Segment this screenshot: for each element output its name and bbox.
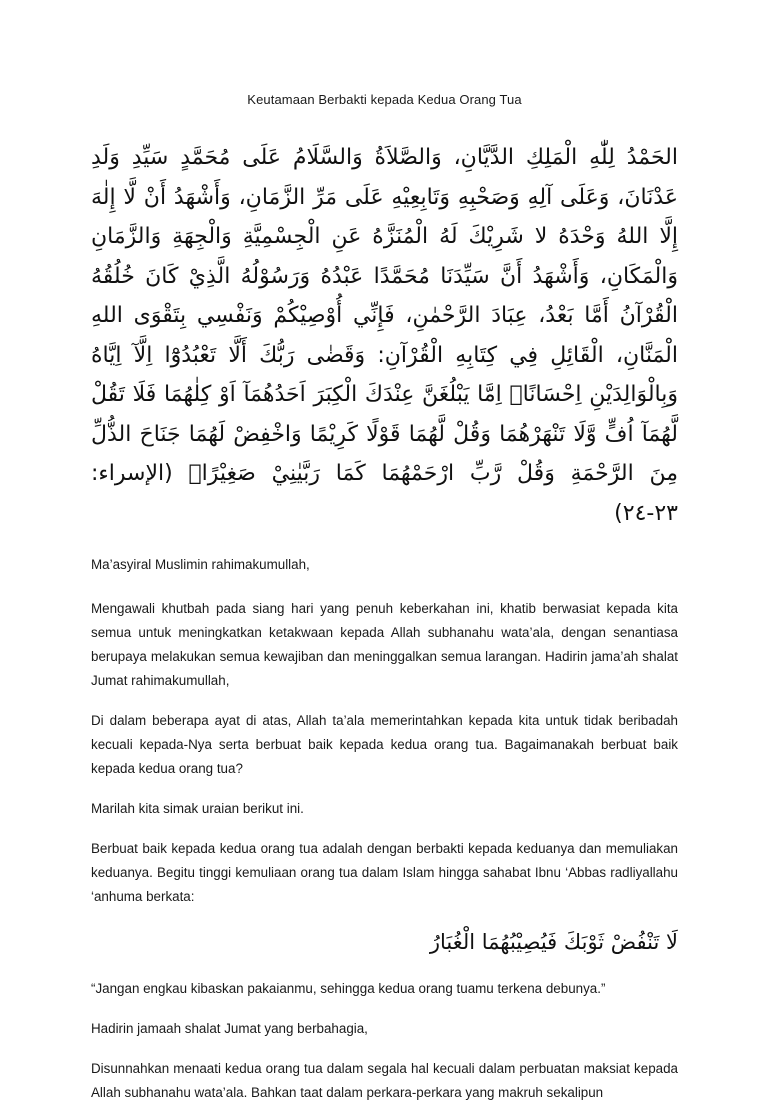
document-title: Keutamaan Berbakti kepada Kedua Orang Tua (247, 92, 522, 107)
quote-translation: “Jangan engkau kibaskan pakaianmu, sehingga kedua orang tuamu terkena debunya.” (91, 981, 606, 996)
greeting-paragraph: Ma’asyiral Muslimin rahimakumullah, (91, 557, 310, 572)
arabic-quote: لَا تَنْفُضْ ثَوْبَكَ فَيُصِيْبُهُمَا الْغُبَارُ (429, 930, 678, 954)
ayat-explanation-paragraph: Di dalam beberapa ayat di atas, Allah ta’ala memerintahkan kepada kita untuk tidak beribadah kecuali kepada-Nya serta berbuat baik kepada kedua orang tua. Bagaimanakah berbuat baik kepada kedua orang tua? (91, 713, 678, 776)
arabic-opening-text: الحَمْدُ لِلّٰهِ الْمَلِكِ الدَّيَّانِ، وَالصَّلاَةُ وَالسَّلَامُ عَلَى مُحَمَّدٍ سَيِّدِ وَلَدِ عَدْنَانَ، وَعَلَى آلِهِ وَصَحْبِهِ وَتَابِعِيْهِ عَلَى مَرِّ الزَّمَانِ، وَأَشْهَدُ أَنْ لَّا إِلٰهَ إِلَّا اللهُ وَحْدَهُ لا شَرِيْكَ لَهُ الْمُنَزَّهُ عَنِ الْجِسْمِيَّةِ وَالْجِهَةِ وَالزَّمَانِ وَالْمَكَانِ، وَأَشْهَدُ أَنَّ سَيِّدَنَا مُحَمَّدًا عَبْدُهُ وَرَسُوْلُهُ الَّذِيْ كَانَ خُلُقُهُ الْقُرْآنُ أَمَّا بَعْدُ، عِبَادَ الرَّحْمٰنِ، فَإِنِّي أُوْصِيْكُمْ وَنَفْسِي بِتَقْوَى اللهِ الْمَنَّانِ، الْقَائِلِ فِي كِتَابِهِ الْقُرْآنِ: وَقَضٰى رَبُّكَ أَلَّا تَعْبُدُوْٓا اِلَّآ اِيَّاهُ وَبِالْوَالِدَيْنِ اِحْسَانًاۗ اِمَّا يَبْلُغَنَّ عِنْدَكَ الْكِبَرَ اَحَدُهُمَآ اَوْ كِلٰهُمَا فَلَا تَقُلْ لَّهُمَآ اُفٍّ وَّلَا تَنْهَرْهُمَا وَقُلْ لَّهُمَا قَوْلًا كَرِيْمًا وَاخْفِضْ لَهُمَا جَنَاحَ الذُّلِّ مِنَ الرَّحْمَةِ وَقُلْ رَّبِّ ارْحَمْهُمَا كَمَا رَبَّيٰنِيْ صَغِيْرًاۗ (الإسراء: ٢٣-٢٤) (91, 145, 678, 526)
opening-paragraph: Mengawali khutbah pada siang hari yang penuh keberkahan ini, khatib berwasiat kepada kita semua untuk meningkatkan ketakwaan kepada Allah subhanahu wata’ala, dengan senantiasa berupaya melakukan semua kewajiban dan meninggalkan semua larangan. Hadirin jama’ah shalat Jumat rahimakumullah, (91, 601, 678, 688)
hadirin-paragraph: Hadirin jamaah shalat Jumat yang berbahagia, (91, 1021, 368, 1036)
simak-paragraph: Marilah kita simak uraian berikut ini. (91, 801, 304, 816)
berbakti-paragraph: Berbuat baik kepada kedua orang tua adalah dengan berbakti kepada keduanya dan memuliakan keduanya. Begitu tinggi kemuliaan orang tua dalam Islam hingga sahabat Ibnu ‘Abbas radliyallahu ‘anhuma berkata: (91, 841, 678, 904)
disunnah-paragraph: Disunnahkan menaati kedua orang tua dalam segala hal kecuali dalam perbuatan maksiat kepada Allah subhanahu wata’ala. Bahkan taat dalam perkara-perkara yang makruh sekalipun (91, 1061, 678, 1100)
